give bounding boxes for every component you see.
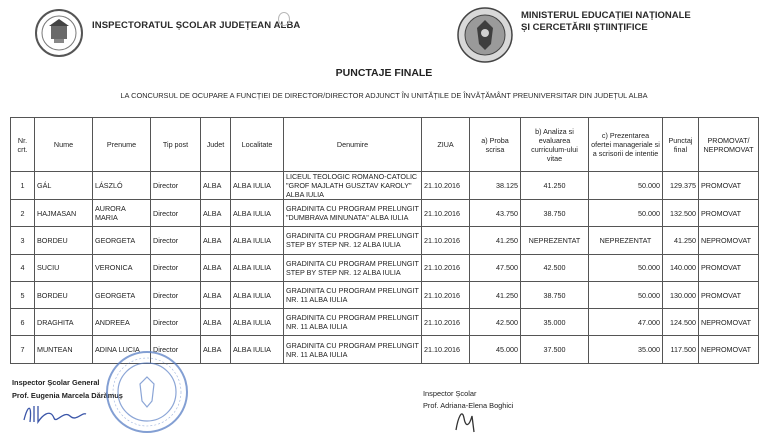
- cell-status: NEPROMOVAT: [699, 227, 759, 254]
- table-row: [11, 172, 759, 200]
- cell-localitate: ALBA IULIA: [231, 281, 284, 308]
- cell-judet: ALBA: [201, 254, 231, 281]
- cell-punctaj-final: 129.375: [663, 172, 699, 200]
- cell-analiza-cv: NEPREZENTAT: [521, 227, 589, 254]
- inspectorate-logo-icon: [34, 8, 84, 58]
- header-prenume: Prenume: [93, 118, 151, 172]
- left-signature-icon: [20, 398, 90, 428]
- cell-proba-scrisa: 38.125: [470, 172, 521, 200]
- cell-status: PROMOVAT: [699, 172, 759, 200]
- cell-analiza-cv: 37.500: [521, 336, 589, 363]
- cell-nume: BORDEU: [35, 227, 93, 254]
- cell-nr: 7: [11, 336, 35, 363]
- cell-denumire: GRADINITA CU PROGRAM PRELUNGIT NR. 11 ALBA IULIA: [284, 336, 422, 363]
- cell-prenume: GEORGETA: [93, 227, 151, 254]
- cell-denumire: GRADINITA CU PROGRAM PRELUNGIT NR. 11 ALBA IULIA: [284, 281, 422, 308]
- cell-proba-scrisa: 45.000: [470, 336, 521, 363]
- cell-nume: DRAGHITA: [35, 309, 93, 336]
- header-judet: Judet: [201, 118, 231, 172]
- cell-nume: BORDEU: [35, 281, 93, 308]
- table-header-row: [11, 118, 759, 172]
- cell-tip-post: Director: [151, 227, 201, 254]
- cell-ziua: 21.10.2016: [422, 336, 470, 363]
- cell-ziua: 21.10.2016: [422, 200, 470, 227]
- left-signatory-title: Inspector Școlar General: [12, 378, 100, 387]
- cell-localitate: ALBA IULIA: [231, 227, 284, 254]
- cell-judet: ALBA: [201, 281, 231, 308]
- cell-proba-scrisa: 42.500: [470, 309, 521, 336]
- cell-prenume: LÁSZLÓ: [93, 172, 151, 200]
- cell-nr: 5: [11, 281, 35, 308]
- cell-punctaj-final: 117.500: [663, 336, 699, 363]
- right-organization-name: [521, 10, 691, 34]
- cell-judet: ALBA: [201, 336, 231, 363]
- header-tip-post: Tip post: [151, 118, 201, 172]
- cell-status: PROMOVAT: [699, 200, 759, 227]
- cell-prezentarea-ofertei: 50.000: [589, 172, 663, 200]
- cell-analiza-cv: 38.750: [521, 281, 589, 308]
- official-stamp-icon: [104, 349, 190, 435]
- left-organization-name: INSPECTORATUL ȘCOLAR JUDEȚEAN ALBA: [92, 20, 301, 31]
- cell-localitate: ALBA IULIA: [231, 172, 284, 200]
- right-org-line-1: MINISTERUL EDUCAȚIEI NAȚIONALE: [521, 10, 691, 21]
- cell-ziua: 21.10.2016: [422, 309, 470, 336]
- cell-nume: HAJMASAN: [35, 200, 93, 227]
- cell-nr: 4: [11, 254, 35, 281]
- header-nr: Nr. crt.: [11, 118, 35, 172]
- cell-tip-post: Director: [151, 254, 201, 281]
- cell-localitate: ALBA IULIA: [231, 254, 284, 281]
- cell-tip-post: Director: [151, 336, 201, 363]
- cell-nr: 2: [11, 200, 35, 227]
- cell-ziua: 21.10.2016: [422, 281, 470, 308]
- cell-prezentarea-ofertei: 50.000: [589, 254, 663, 281]
- cell-ziua: 21.10.2016: [422, 254, 470, 281]
- cell-prenume: VERONICA: [93, 254, 151, 281]
- cell-nume: MUNTEAN: [35, 336, 93, 363]
- cell-tip-post: Director: [151, 281, 201, 308]
- cell-prezentarea-ofertei: 50.000: [589, 200, 663, 227]
- header-ziua: ZIUA: [422, 118, 470, 172]
- cell-nr: 6: [11, 309, 35, 336]
- cell-denumire: LICEUL TEOLOGIC ROMANO-CATOLIC "GROF MAJLATH GUSZTAV KAROLY" ALBA IULIA: [284, 172, 422, 200]
- cell-nr: 1: [11, 172, 35, 200]
- cell-judet: ALBA: [201, 309, 231, 336]
- cell-analiza-cv: 41.250: [521, 172, 589, 200]
- table-row: [11, 227, 759, 254]
- header-status: PROMOVAT/ NEPROMOVAT: [699, 118, 759, 172]
- cell-judet: ALBA: [201, 227, 231, 254]
- cell-prezentarea-ofertei: 47.000: [589, 309, 663, 336]
- cell-punctaj-final: 130.000: [663, 281, 699, 308]
- document-subtitle: LA CONCURSUL DE OCUPARE A FUNCȚIEI DE DIRECTOR/DIRECTOR ADJUNCT ÎN UNITĂȚILE DE ÎNVĂȚĂMÂNT PREUNIVERSITAR DIN JUDEȚUL ALBA: [120, 91, 648, 100]
- right-signatory-title: Inspector Școlar: [423, 389, 477, 398]
- cell-proba-scrisa: 47.500: [470, 254, 521, 281]
- cell-analiza-cv: 38.750: [521, 200, 589, 227]
- cell-nume: SUCIU: [35, 254, 93, 281]
- cell-tip-post: Director: [151, 200, 201, 227]
- cell-proba-scrisa: 43.750: [470, 200, 521, 227]
- cell-localitate: ALBA IULIA: [231, 309, 284, 336]
- table-row: [11, 281, 759, 308]
- cell-nr: 3: [11, 227, 35, 254]
- cell-status: PROMOVAT: [699, 281, 759, 308]
- cell-denumire: GRADINITA CU PROGRAM PRELUNGIT STEP BY STEP NR. 12 ALBA IULIA: [284, 227, 422, 254]
- header-localitate: Localitate: [231, 118, 284, 172]
- cell-judet: ALBA: [201, 172, 231, 200]
- cell-denumire: GRADINITA CU PROGRAM PRELUNGIT STEP BY STEP NR. 12 ALBA IULIA: [284, 254, 422, 281]
- cell-ziua: 21.10.2016: [422, 172, 470, 200]
- right-signature-icon: [450, 404, 480, 434]
- header-nume: Nume: [35, 118, 93, 172]
- cell-denumire: GRADINITA CU PROGRAM PRELUNGIT NR. 11 ALBA IULIA: [284, 309, 422, 336]
- header-prezentarea-ofertei: c) Prezentarea ofertei manageriale si a scrisorii de intentie: [589, 118, 663, 172]
- header-punctaj-final: Punctaj final: [663, 118, 699, 172]
- government-crest-icon: [456, 6, 514, 64]
- table-row: [11, 254, 759, 281]
- cell-tip-post: Director: [151, 172, 201, 200]
- cell-nume: GÁL: [35, 172, 93, 200]
- cell-punctaj-final: 124.500: [663, 309, 699, 336]
- cell-analiza-cv: 35.000: [521, 309, 589, 336]
- decorative-mark: [278, 12, 290, 26]
- cell-punctaj-final: 132.500: [663, 200, 699, 227]
- left-signatory-name: Prof. Eugenia Marcela Dărămuș: [12, 391, 123, 400]
- table-row: [11, 200, 759, 227]
- cell-denumire: GRADINITA CU PROGRAM PRELUNGIT "DUMBRAVA MINUNATA" ALBA IULIA: [284, 200, 422, 227]
- cell-ziua: 21.10.2016: [422, 227, 470, 254]
- header-proba-scrisa: a) Proba scrisa: [470, 118, 521, 172]
- cell-prenume: GEORGETA: [93, 281, 151, 308]
- cell-judet: ALBA: [201, 200, 231, 227]
- header-denumire: Denumire: [284, 118, 422, 172]
- cell-analiza-cv: 42.500: [521, 254, 589, 281]
- document-title: PUNCTAJE FINALE: [335, 67, 433, 79]
- cell-localitate: ALBA IULIA: [231, 200, 284, 227]
- cell-prezentarea-ofertei: NEPREZENTAT: [589, 227, 663, 254]
- cell-tip-post: Director: [151, 309, 201, 336]
- cell-status: NEPROMOVAT: [699, 336, 759, 363]
- results-table: [10, 117, 759, 364]
- cell-prenume: AURORA MARIA: [93, 200, 151, 227]
- cell-punctaj-final: 41.250: [663, 227, 699, 254]
- cell-proba-scrisa: 41.250: [470, 281, 521, 308]
- right-org-line-2: ȘI CERCETĂRII ȘTIINȚIFICE: [521, 22, 648, 33]
- right-signatory-name: Prof. Adriana-Elena Boghici: [423, 401, 514, 410]
- cell-prenume: ADINA LUCIA: [93, 336, 151, 363]
- header-analiza-cv: b) Analiza si evaluarea curriculum-ului vitae: [521, 118, 589, 172]
- cell-punctaj-final: 140.000: [663, 254, 699, 281]
- cell-proba-scrisa: 41.250: [470, 227, 521, 254]
- cell-localitate: ALBA IULIA: [231, 336, 284, 363]
- table-row: [11, 309, 759, 336]
- cell-status: PROMOVAT: [699, 254, 759, 281]
- cell-status: NEPROMOVAT: [699, 309, 759, 336]
- cell-prezentarea-ofertei: 50.000: [589, 281, 663, 308]
- cell-prezentarea-ofertei: 35.000: [589, 336, 663, 363]
- cell-prenume: ANDREEA: [93, 309, 151, 336]
